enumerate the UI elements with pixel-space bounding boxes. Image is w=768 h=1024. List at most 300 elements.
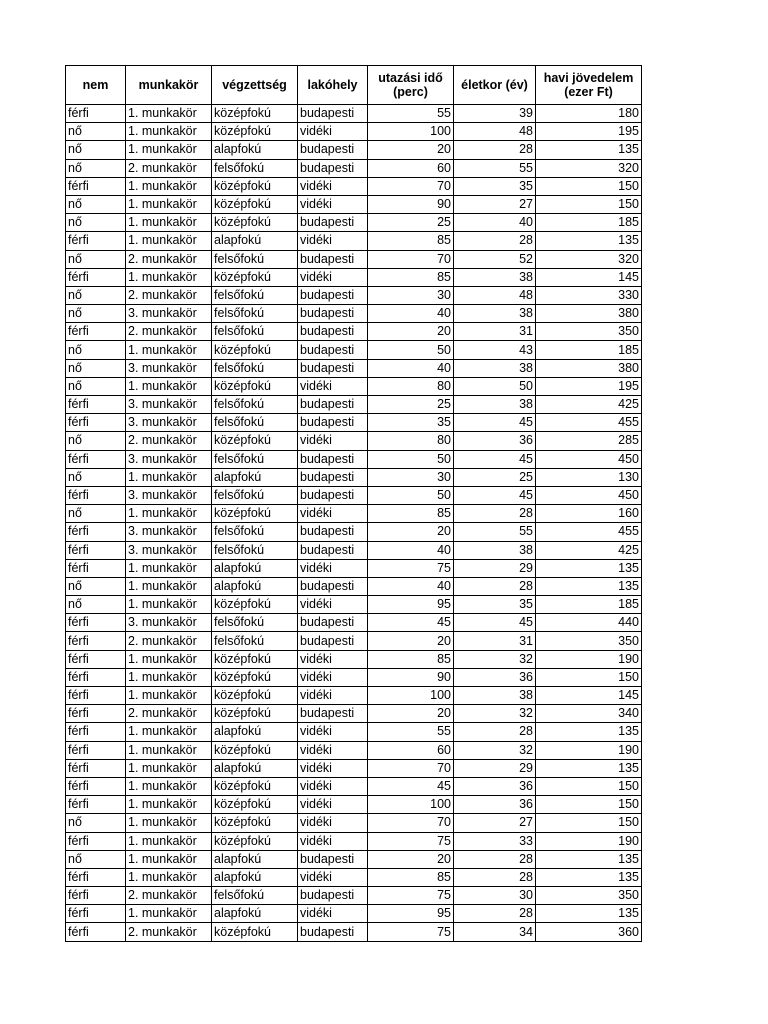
cell-munkakor[interactable]: 1. munkakör <box>126 177 212 195</box>
cell-havi-jovedelem[interactable]: 150 <box>536 814 642 832</box>
cell-vegzettseg[interactable]: alapfokú <box>212 559 298 577</box>
cell-nem[interactable]: nő <box>66 596 126 614</box>
cell-eletkor[interactable]: 38 <box>454 268 536 286</box>
cell-nem[interactable]: nő <box>66 377 126 395</box>
cell-vegzettseg[interactable]: középfokú <box>212 668 298 686</box>
cell-vegzettseg[interactable]: felsőfokú <box>212 450 298 468</box>
cell-vegzettseg[interactable]: középfokú <box>212 505 298 523</box>
cell-eletkor[interactable]: 28 <box>454 850 536 868</box>
cell-nem[interactable]: nő <box>66 432 126 450</box>
cell-munkakor[interactable]: 1. munkakör <box>126 341 212 359</box>
cell-lakohely[interactable]: vidéki <box>298 723 368 741</box>
cell-eletkor[interactable]: 28 <box>454 505 536 523</box>
cell-eletkor[interactable]: 29 <box>454 759 536 777</box>
cell-havi-jovedelem[interactable]: 285 <box>536 432 642 450</box>
cell-vegzettseg[interactable]: középfokú <box>212 105 298 123</box>
cell-eletkor[interactable]: 38 <box>454 687 536 705</box>
cell-utazasi-ido[interactable]: 40 <box>368 305 454 323</box>
cell-vegzettseg[interactable]: alapfokú <box>212 723 298 741</box>
cell-havi-jovedelem[interactable]: 190 <box>536 650 642 668</box>
cell-eletkor[interactable]: 38 <box>454 305 536 323</box>
cell-havi-jovedelem[interactable]: 455 <box>536 523 642 541</box>
cell-munkakor[interactable]: 2. munkakör <box>126 159 212 177</box>
cell-munkakor[interactable]: 1. munkakör <box>126 268 212 286</box>
cell-lakohely[interactable]: vidéki <box>298 505 368 523</box>
cell-eletkor[interactable]: 55 <box>454 159 536 177</box>
cell-nem[interactable]: férfi <box>66 832 126 850</box>
header-cell-utazasi-ido[interactable]: utazási idő (perc) <box>368 66 454 105</box>
cell-havi-jovedelem[interactable]: 180 <box>536 105 642 123</box>
cell-havi-jovedelem[interactable]: 135 <box>536 232 642 250</box>
cell-munkakor[interactable]: 2. munkakör <box>126 923 212 941</box>
cell-vegzettseg[interactable]: középfokú <box>212 705 298 723</box>
cell-utazasi-ido[interactable]: 70 <box>368 759 454 777</box>
cell-lakohely[interactable]: vidéki <box>298 687 368 705</box>
cell-utazasi-ido[interactable]: 60 <box>368 741 454 759</box>
cell-utazasi-ido[interactable]: 70 <box>368 250 454 268</box>
cell-eletkor[interactable]: 33 <box>454 832 536 850</box>
cell-utazasi-ido[interactable]: 90 <box>368 195 454 213</box>
cell-eletkor[interactable]: 38 <box>454 359 536 377</box>
cell-vegzettseg[interactable]: középfokú <box>212 796 298 814</box>
cell-munkakor[interactable]: 3. munkakör <box>126 359 212 377</box>
cell-munkakor[interactable]: 2. munkakör <box>126 432 212 450</box>
cell-vegzettseg[interactable]: felsőfokú <box>212 541 298 559</box>
header-cell-lakohely[interactable]: lakóhely <box>298 66 368 105</box>
cell-munkakor[interactable]: 1. munkakör <box>126 832 212 850</box>
cell-vegzettseg[interactable]: felsőfokú <box>212 523 298 541</box>
cell-munkakor[interactable]: 1. munkakör <box>126 105 212 123</box>
cell-nem[interactable]: férfi <box>66 923 126 941</box>
cell-munkakor[interactable]: 1. munkakör <box>126 232 212 250</box>
cell-havi-jovedelem[interactable]: 195 <box>536 123 642 141</box>
cell-nem[interactable]: férfi <box>66 632 126 650</box>
header-cell-havi-jovedelem[interactable]: havi jövedelem (ezer Ft) <box>536 66 642 105</box>
cell-havi-jovedelem[interactable]: 135 <box>536 559 642 577</box>
cell-utazasi-ido[interactable]: 40 <box>368 359 454 377</box>
cell-munkakor[interactable]: 1. munkakör <box>126 468 212 486</box>
cell-eletkor[interactable]: 27 <box>454 195 536 213</box>
cell-lakohely[interactable]: vidéki <box>298 177 368 195</box>
cell-munkakor[interactable]: 1. munkakör <box>126 377 212 395</box>
cell-lakohely[interactable]: vidéki <box>298 796 368 814</box>
cell-nem[interactable]: nő <box>66 505 126 523</box>
cell-munkakor[interactable]: 3. munkakör <box>126 414 212 432</box>
cell-havi-jovedelem[interactable]: 330 <box>536 286 642 304</box>
cell-eletkor[interactable]: 50 <box>454 377 536 395</box>
cell-utazasi-ido[interactable]: 90 <box>368 668 454 686</box>
cell-utazasi-ido[interactable]: 20 <box>368 705 454 723</box>
cell-havi-jovedelem[interactable]: 145 <box>536 268 642 286</box>
cell-lakohely[interactable]: vidéki <box>298 759 368 777</box>
cell-havi-jovedelem[interactable]: 130 <box>536 468 642 486</box>
cell-vegzettseg[interactable]: középfokú <box>212 268 298 286</box>
cell-havi-jovedelem[interactable]: 150 <box>536 668 642 686</box>
cell-lakohely[interactable]: budapesti <box>298 577 368 595</box>
cell-nem[interactable]: férfi <box>66 559 126 577</box>
cell-nem[interactable]: nő <box>66 305 126 323</box>
cell-lakohely[interactable]: budapesti <box>298 414 368 432</box>
cell-lakohely[interactable]: vidéki <box>298 814 368 832</box>
cell-munkakor[interactable]: 3. munkakör <box>126 541 212 559</box>
cell-havi-jovedelem[interactable]: 350 <box>536 887 642 905</box>
cell-nem[interactable]: férfi <box>66 668 126 686</box>
cell-munkakor[interactable]: 2. munkakör <box>126 705 212 723</box>
cell-havi-jovedelem[interactable]: 185 <box>536 214 642 232</box>
cell-lakohely[interactable]: vidéki <box>298 741 368 759</box>
cell-munkakor[interactable]: 3. munkakör <box>126 305 212 323</box>
cell-nem[interactable]: nő <box>66 141 126 159</box>
cell-utazasi-ido[interactable]: 20 <box>368 523 454 541</box>
cell-lakohely[interactable]: budapesti <box>298 141 368 159</box>
cell-vegzettseg[interactable]: felsőfokú <box>212 887 298 905</box>
cell-nem[interactable]: nő <box>66 195 126 213</box>
cell-eletkor[interactable]: 48 <box>454 123 536 141</box>
cell-nem[interactable]: nő <box>66 359 126 377</box>
cell-lakohely[interactable]: budapesti <box>298 305 368 323</box>
cell-havi-jovedelem[interactable]: 135 <box>536 905 642 923</box>
cell-munkakor[interactable]: 2. munkakör <box>126 887 212 905</box>
cell-lakohely[interactable]: budapesti <box>298 159 368 177</box>
cell-nem[interactable]: nő <box>66 341 126 359</box>
cell-vegzettseg[interactable]: alapfokú <box>212 141 298 159</box>
cell-vegzettseg[interactable]: alapfokú <box>212 850 298 868</box>
cell-utazasi-ido[interactable]: 60 <box>368 159 454 177</box>
cell-havi-jovedelem[interactable]: 350 <box>536 323 642 341</box>
cell-utazasi-ido[interactable]: 50 <box>368 486 454 504</box>
cell-lakohely[interactable]: budapesti <box>298 850 368 868</box>
cell-utazasi-ido[interactable]: 40 <box>368 577 454 595</box>
cell-munkakor[interactable]: 1. munkakör <box>126 559 212 577</box>
cell-vegzettseg[interactable]: felsőfokú <box>212 159 298 177</box>
cell-vegzettseg[interactable]: alapfokú <box>212 232 298 250</box>
cell-nem[interactable]: nő <box>66 214 126 232</box>
cell-lakohely[interactable]: budapesti <box>298 614 368 632</box>
cell-munkakor[interactable]: 1. munkakör <box>126 850 212 868</box>
cell-lakohely[interactable]: vidéki <box>298 268 368 286</box>
cell-eletkor[interactable]: 45 <box>454 486 536 504</box>
cell-utazasi-ido[interactable]: 95 <box>368 596 454 614</box>
cell-vegzettseg[interactable]: középfokú <box>212 341 298 359</box>
cell-vegzettseg[interactable]: középfokú <box>212 923 298 941</box>
cell-nem[interactable]: férfi <box>66 396 126 414</box>
cell-utazasi-ido[interactable]: 80 <box>368 432 454 450</box>
cell-lakohely[interactable]: vidéki <box>298 195 368 213</box>
cell-nem[interactable]: nő <box>66 250 126 268</box>
cell-vegzettseg[interactable]: középfokú <box>212 814 298 832</box>
cell-eletkor[interactable]: 30 <box>454 887 536 905</box>
cell-havi-jovedelem[interactable]: 135 <box>536 141 642 159</box>
cell-lakohely[interactable]: vidéki <box>298 596 368 614</box>
cell-eletkor[interactable]: 29 <box>454 559 536 577</box>
cell-lakohely[interactable]: budapesti <box>298 214 368 232</box>
cell-nem[interactable]: férfi <box>66 450 126 468</box>
cell-nem[interactable]: férfi <box>66 523 126 541</box>
cell-havi-jovedelem[interactable]: 350 <box>536 632 642 650</box>
cell-eletkor[interactable]: 31 <box>454 632 536 650</box>
cell-munkakor[interactable]: 3. munkakör <box>126 614 212 632</box>
cell-havi-jovedelem[interactable]: 425 <box>536 396 642 414</box>
cell-nem[interactable]: nő <box>66 123 126 141</box>
cell-nem[interactable]: férfi <box>66 741 126 759</box>
cell-lakohely[interactable]: budapesti <box>298 632 368 650</box>
cell-eletkor[interactable]: 45 <box>454 414 536 432</box>
cell-havi-jovedelem[interactable]: 145 <box>536 687 642 705</box>
cell-utazasi-ido[interactable]: 20 <box>368 323 454 341</box>
cell-utazasi-ido[interactable]: 25 <box>368 214 454 232</box>
cell-eletkor[interactable]: 45 <box>454 450 536 468</box>
cell-havi-jovedelem[interactable]: 425 <box>536 541 642 559</box>
cell-havi-jovedelem[interactable]: 450 <box>536 450 642 468</box>
cell-utazasi-ido[interactable]: 35 <box>368 414 454 432</box>
cell-lakohely[interactable]: vidéki <box>298 432 368 450</box>
cell-utazasi-ido[interactable]: 95 <box>368 905 454 923</box>
cell-havi-jovedelem[interactable]: 195 <box>536 377 642 395</box>
cell-lakohely[interactable]: vidéki <box>298 777 368 795</box>
cell-havi-jovedelem[interactable]: 440 <box>536 614 642 632</box>
cell-utazasi-ido[interactable]: 75 <box>368 832 454 850</box>
cell-utazasi-ido[interactable]: 100 <box>368 796 454 814</box>
cell-utazasi-ido[interactable]: 100 <box>368 687 454 705</box>
cell-lakohely[interactable]: vidéki <box>298 832 368 850</box>
cell-munkakor[interactable]: 2. munkakör <box>126 323 212 341</box>
cell-munkakor[interactable]: 1. munkakör <box>126 596 212 614</box>
cell-eletkor[interactable]: 32 <box>454 741 536 759</box>
cell-vegzettseg[interactable]: középfokú <box>212 596 298 614</box>
cell-lakohely[interactable]: budapesti <box>298 486 368 504</box>
cell-vegzettseg[interactable]: középfokú <box>212 195 298 213</box>
cell-nem[interactable]: férfi <box>66 868 126 886</box>
cell-utazasi-ido[interactable]: 55 <box>368 105 454 123</box>
cell-havi-jovedelem[interactable]: 135 <box>536 723 642 741</box>
cell-vegzettseg[interactable]: középfokú <box>212 123 298 141</box>
cell-eletkor[interactable]: 36 <box>454 777 536 795</box>
cell-utazasi-ido[interactable]: 85 <box>368 868 454 886</box>
cell-utazasi-ido[interactable]: 55 <box>368 723 454 741</box>
cell-eletkor[interactable]: 31 <box>454 323 536 341</box>
cell-vegzettseg[interactable]: középfokú <box>212 741 298 759</box>
cell-nem[interactable]: férfi <box>66 232 126 250</box>
cell-havi-jovedelem[interactable]: 135 <box>536 759 642 777</box>
cell-eletkor[interactable]: 43 <box>454 341 536 359</box>
cell-nem[interactable]: nő <box>66 159 126 177</box>
cell-nem[interactable]: nő <box>66 814 126 832</box>
cell-vegzettseg[interactable]: középfokú <box>212 177 298 195</box>
cell-lakohely[interactable]: budapesti <box>298 523 368 541</box>
cell-havi-jovedelem[interactable]: 320 <box>536 250 642 268</box>
cell-nem[interactable]: férfi <box>66 650 126 668</box>
cell-utazasi-ido[interactable]: 75 <box>368 887 454 905</box>
cell-vegzettseg[interactable]: felsőfokú <box>212 359 298 377</box>
cell-vegzettseg[interactable]: felsőfokú <box>212 286 298 304</box>
cell-munkakor[interactable]: 1. munkakör <box>126 141 212 159</box>
cell-havi-jovedelem[interactable]: 135 <box>536 577 642 595</box>
cell-eletkor[interactable]: 39 <box>454 105 536 123</box>
cell-havi-jovedelem[interactable]: 190 <box>536 741 642 759</box>
cell-munkakor[interactable]: 3. munkakör <box>126 523 212 541</box>
cell-havi-jovedelem[interactable]: 380 <box>536 359 642 377</box>
header-cell-vegzettseg[interactable]: végzettség <box>212 66 298 105</box>
cell-utazasi-ido[interactable]: 85 <box>368 650 454 668</box>
cell-utazasi-ido[interactable]: 75 <box>368 559 454 577</box>
cell-eletkor[interactable]: 28 <box>454 232 536 250</box>
cell-eletkor[interactable]: 25 <box>454 468 536 486</box>
cell-vegzettseg[interactable]: alapfokú <box>212 759 298 777</box>
cell-vegzettseg[interactable]: középfokú <box>212 377 298 395</box>
cell-nem[interactable]: férfi <box>66 105 126 123</box>
cell-vegzettseg[interactable]: középfokú <box>212 214 298 232</box>
cell-munkakor[interactable]: 1. munkakör <box>126 505 212 523</box>
header-cell-eletkor[interactable]: életkor (év) <box>454 66 536 105</box>
cell-utazasi-ido[interactable]: 70 <box>368 177 454 195</box>
cell-eletkor[interactable]: 32 <box>454 650 536 668</box>
cell-utazasi-ido[interactable]: 45 <box>368 777 454 795</box>
cell-utazasi-ido[interactable]: 70 <box>368 814 454 832</box>
cell-havi-jovedelem[interactable]: 380 <box>536 305 642 323</box>
cell-eletkor[interactable]: 28 <box>454 868 536 886</box>
cell-utazasi-ido[interactable]: 25 <box>368 396 454 414</box>
cell-nem[interactable]: férfi <box>66 177 126 195</box>
cell-havi-jovedelem[interactable]: 340 <box>536 705 642 723</box>
cell-vegzettseg[interactable]: középfokú <box>212 777 298 795</box>
cell-eletkor[interactable]: 34 <box>454 923 536 941</box>
cell-utazasi-ido[interactable]: 50 <box>368 341 454 359</box>
cell-nem[interactable]: férfi <box>66 705 126 723</box>
cell-nem[interactable]: férfi <box>66 759 126 777</box>
cell-havi-jovedelem[interactable]: 150 <box>536 177 642 195</box>
cell-utazasi-ido[interactable]: 20 <box>368 850 454 868</box>
cell-lakohely[interactable]: vidéki <box>298 650 368 668</box>
cell-nem[interactable]: nő <box>66 468 126 486</box>
cell-nem[interactable]: férfi <box>66 887 126 905</box>
cell-eletkor[interactable]: 36 <box>454 796 536 814</box>
cell-munkakor[interactable]: 2. munkakör <box>126 632 212 650</box>
cell-lakohely[interactable]: budapesti <box>298 450 368 468</box>
cell-eletkor[interactable]: 35 <box>454 177 536 195</box>
cell-nem[interactable]: férfi <box>66 796 126 814</box>
cell-vegzettseg[interactable]: alapfokú <box>212 868 298 886</box>
cell-nem[interactable]: férfi <box>66 486 126 504</box>
cell-eletkor[interactable]: 35 <box>454 596 536 614</box>
cell-havi-jovedelem[interactable]: 320 <box>536 159 642 177</box>
cell-havi-jovedelem[interactable]: 450 <box>536 486 642 504</box>
cell-utazasi-ido[interactable]: 20 <box>368 141 454 159</box>
cell-eletkor[interactable]: 28 <box>454 905 536 923</box>
cell-munkakor[interactable]: 1. munkakör <box>126 777 212 795</box>
cell-munkakor[interactable]: 1. munkakör <box>126 759 212 777</box>
cell-utazasi-ido[interactable]: 80 <box>368 377 454 395</box>
cell-munkakor[interactable]: 1. munkakör <box>126 668 212 686</box>
cell-eletkor[interactable]: 28 <box>454 723 536 741</box>
cell-eletkor[interactable]: 28 <box>454 141 536 159</box>
cell-vegzettseg[interactable]: középfokú <box>212 687 298 705</box>
cell-lakohely[interactable]: budapesti <box>298 923 368 941</box>
cell-eletkor[interactable]: 52 <box>454 250 536 268</box>
cell-lakohely[interactable]: budapesti <box>298 396 368 414</box>
cell-eletkor[interactable]: 36 <box>454 432 536 450</box>
cell-lakohely[interactable]: vidéki <box>298 559 368 577</box>
cell-vegzettseg[interactable]: felsőfokú <box>212 250 298 268</box>
cell-utazasi-ido[interactable]: 85 <box>368 232 454 250</box>
cell-munkakor[interactable]: 1. munkakör <box>126 905 212 923</box>
cell-lakohely[interactable]: budapesti <box>298 359 368 377</box>
cell-munkakor[interactable]: 1. munkakör <box>126 577 212 595</box>
cell-nem[interactable]: nő <box>66 577 126 595</box>
header-cell-nem[interactable]: nem <box>66 66 126 105</box>
cell-vegzettseg[interactable]: felsőfokú <box>212 414 298 432</box>
cell-lakohely[interactable]: budapesti <box>298 250 368 268</box>
cell-lakohely[interactable]: vidéki <box>298 868 368 886</box>
cell-vegzettseg[interactable]: felsőfokú <box>212 323 298 341</box>
cell-munkakor[interactable]: 1. munkakör <box>126 687 212 705</box>
cell-utazasi-ido[interactable]: 30 <box>368 468 454 486</box>
cell-vegzettseg[interactable]: felsőfokú <box>212 396 298 414</box>
cell-eletkor[interactable]: 40 <box>454 214 536 232</box>
cell-munkakor[interactable]: 3. munkakör <box>126 486 212 504</box>
cell-lakohely[interactable]: budapesti <box>298 341 368 359</box>
cell-vegzettseg[interactable]: alapfokú <box>212 468 298 486</box>
cell-nem[interactable]: férfi <box>66 723 126 741</box>
cell-havi-jovedelem[interactable]: 150 <box>536 195 642 213</box>
cell-nem[interactable]: férfi <box>66 268 126 286</box>
cell-utazasi-ido[interactable]: 50 <box>368 450 454 468</box>
cell-munkakor[interactable]: 3. munkakör <box>126 450 212 468</box>
cell-eletkor[interactable]: 45 <box>454 614 536 632</box>
cell-munkakor[interactable]: 2. munkakör <box>126 250 212 268</box>
cell-havi-jovedelem[interactable]: 455 <box>536 414 642 432</box>
cell-nem[interactable]: férfi <box>66 905 126 923</box>
cell-vegzettseg[interactable]: felsőfokú <box>212 486 298 504</box>
cell-vegzettseg[interactable]: felsőfokú <box>212 632 298 650</box>
cell-munkakor[interactable]: 1. munkakör <box>126 650 212 668</box>
cell-nem[interactable]: férfi <box>66 323 126 341</box>
cell-eletkor[interactable]: 48 <box>454 286 536 304</box>
cell-havi-jovedelem[interactable]: 185 <box>536 596 642 614</box>
cell-utazasi-ido[interactable]: 45 <box>368 614 454 632</box>
cell-eletkor[interactable]: 28 <box>454 577 536 595</box>
cell-munkakor[interactable]: 1. munkakör <box>126 123 212 141</box>
cell-lakohely[interactable]: budapesti <box>298 286 368 304</box>
cell-munkakor[interactable]: 2. munkakör <box>126 286 212 304</box>
cell-lakohely[interactable]: vidéki <box>298 668 368 686</box>
cell-havi-jovedelem[interactable]: 135 <box>536 868 642 886</box>
cell-lakohely[interactable]: budapesti <box>298 541 368 559</box>
cell-lakohely[interactable]: vidéki <box>298 905 368 923</box>
cell-eletkor[interactable]: 32 <box>454 705 536 723</box>
cell-vegzettseg[interactable]: középfokú <box>212 432 298 450</box>
cell-lakohely[interactable]: vidéki <box>298 123 368 141</box>
header-cell-munkakor[interactable]: munkakör <box>126 66 212 105</box>
cell-nem[interactable]: férfi <box>66 614 126 632</box>
cell-munkakor[interactable]: 1. munkakör <box>126 214 212 232</box>
cell-nem[interactable]: férfi <box>66 777 126 795</box>
cell-munkakor[interactable]: 1. munkakör <box>126 796 212 814</box>
cell-eletkor[interactable]: 38 <box>454 396 536 414</box>
cell-utazasi-ido[interactable]: 20 <box>368 632 454 650</box>
cell-munkakor[interactable]: 1. munkakör <box>126 723 212 741</box>
cell-nem[interactable]: nő <box>66 850 126 868</box>
cell-utazasi-ido[interactable]: 100 <box>368 123 454 141</box>
cell-nem[interactable]: férfi <box>66 687 126 705</box>
cell-munkakor[interactable]: 1. munkakör <box>126 814 212 832</box>
cell-munkakor[interactable]: 1. munkakör <box>126 741 212 759</box>
cell-utazasi-ido[interactable]: 40 <box>368 541 454 559</box>
cell-lakohely[interactable]: budapesti <box>298 323 368 341</box>
cell-utazasi-ido[interactable]: 85 <box>368 268 454 286</box>
cell-munkakor[interactable]: 1. munkakör <box>126 868 212 886</box>
cell-munkakor[interactable]: 1. munkakör <box>126 195 212 213</box>
cell-eletkor[interactable]: 55 <box>454 523 536 541</box>
